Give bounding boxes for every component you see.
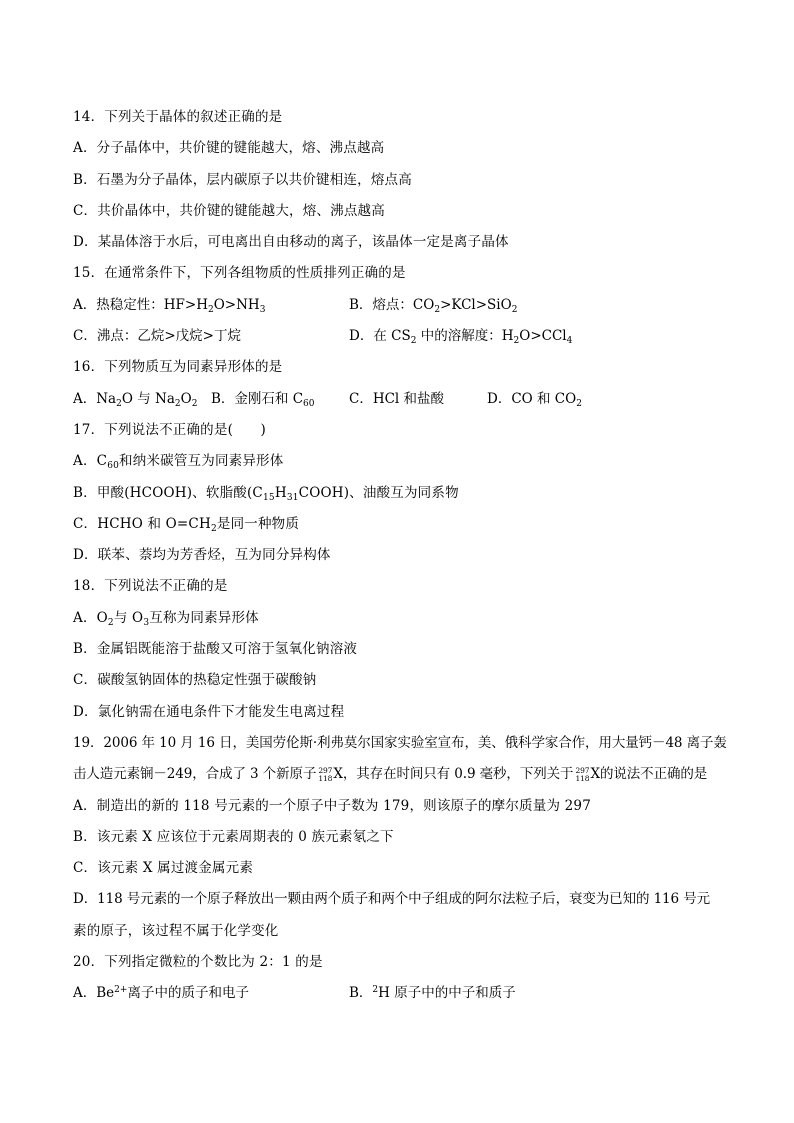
q15-row-ab: [73, 290, 733, 321]
q16-option-d: D．CO 和 $CO_2$: [487, 390, 582, 409]
q19-option-a: A．制造出的新的 118 号元素的一个原子中子数为 179，则该原子的摩尔质量为 297: [73, 797, 592, 814]
q19-option-d-line1: D．118 号元素的一个原子释放出一颗由两个质子和两个中子组成的阿尔法粒子后，衰变为已知的 116 号元: [73, 891, 711, 908]
q17-option-d: D．联苯、萘均为芳香烃，互为同分异构体: [73, 547, 331, 564]
q20-row-ab: [73, 978, 733, 1009]
q18-option-b: B．金属铝既能溶于盐酸又可溶于氢氧化钠溶液: [73, 641, 358, 658]
q16-options-row: [73, 384, 733, 415]
q17-option-c: C．HCHO 和 $O=CH_2$是同一种物质: [73, 515, 300, 534]
q17-stem: 17．下列说法不正确的是( ): [73, 421, 266, 438]
q18-option-d: D．氯化钠需在通电条件下才能发生电离过程: [73, 703, 345, 720]
q19-option-c: C．该元素 X 属过渡金属元素: [73, 860, 254, 877]
q19-stem-line2: 击人造元素锎－249，合成了 3 个新原子 297 118 X，其存在时间只有 0.9 毫秒，下列关于 297 118 X的说法不正确的是: [73, 765, 708, 783]
q15-row-cd: [73, 321, 733, 352]
q20-option-a: A．$Be^{2+}$离子中的质子和电子: [73, 985, 249, 1002]
q14-option-c: C．共价晶体中，共价键的键能越大，熔、沸点越高: [73, 202, 385, 219]
nuclide-label: 297 118: [318, 765, 333, 783]
q19-option-b: B．该元素 X 应该位于元素周期表的 0 族元素氡之下: [73, 828, 394, 845]
q20-stem: 20．下列指定微粒的个数比为 2：1 的是: [73, 954, 323, 971]
q17-option-b: B．甲酸(HCOOH)、软脂酸$(C_{15}H_{31}COOH)$、油酸互为同系物: [73, 484, 459, 503]
q16-option-c: C．HCl 和盐酸: [349, 390, 445, 407]
q17-option-a: A．$C_{60}$和纳米碳管互为同素异形体: [73, 453, 284, 472]
q16-option-b: B．金刚石和 $C_{60}$: [211, 390, 315, 409]
q18-stem: 18．下列说法不正确的是: [73, 578, 228, 595]
q14-option-a: A．分子晶体中，共价键的键能越大，熔、沸点越高: [73, 140, 385, 157]
q16-stem: 16．下列物质互为同素异形体的是: [73, 359, 283, 376]
q14-option-b: B．石墨为分子晶体，层内碳原子以共价键相连，熔点高: [73, 171, 412, 188]
q18-option-a: A．$O_2$与 $O_3$互称为同素异形体: [73, 609, 259, 628]
q14-option-d: D．某晶体溶于水后，可电离出自由移动的离子，该晶体一定是离子晶体: [73, 234, 509, 251]
q15-option-b: B．熔点：$CO_2>KCl>SiO_2$: [349, 296, 518, 315]
q19-option-d-line2: 素的原子，该过程不属于化学变化: [73, 922, 279, 939]
q16-option-a: A．$Na_2O$ 与 $Na_2O_2$: [73, 390, 198, 409]
nuclide-label: 297 118: [575, 765, 590, 783]
q15-option-c: C．沸点：乙烷>戊烷>丁烷: [73, 328, 241, 345]
q15-option-d: D．在 $CS_2$ 中的溶解度：$H_2O>CCl_4$: [349, 328, 573, 347]
question-list: [73, 102, 733, 1010]
q15-stem: 15．在通常条件下，下列各组物质的性质排列正确的是: [73, 265, 406, 282]
q15-option-a: A．热稳定性：$HF>H_2O>NH_3$: [73, 296, 266, 315]
q14-stem: 14．下列关于晶体的叙述正确的是: [73, 109, 283, 125]
q18-option-c: C．碳酸氢钠固体的热稳定性强于碳酸钠: [73, 672, 317, 689]
q20-option-b: B．$^2$H 原子中的中子和质子: [349, 985, 516, 1002]
q19-stem-line1: 19．2006 年 10 月 16 日，美国劳伦斯·利弗莫尔国家实验室宣布，美、俄科学家合作，用大量钙－48 离子轰: [73, 734, 727, 751]
